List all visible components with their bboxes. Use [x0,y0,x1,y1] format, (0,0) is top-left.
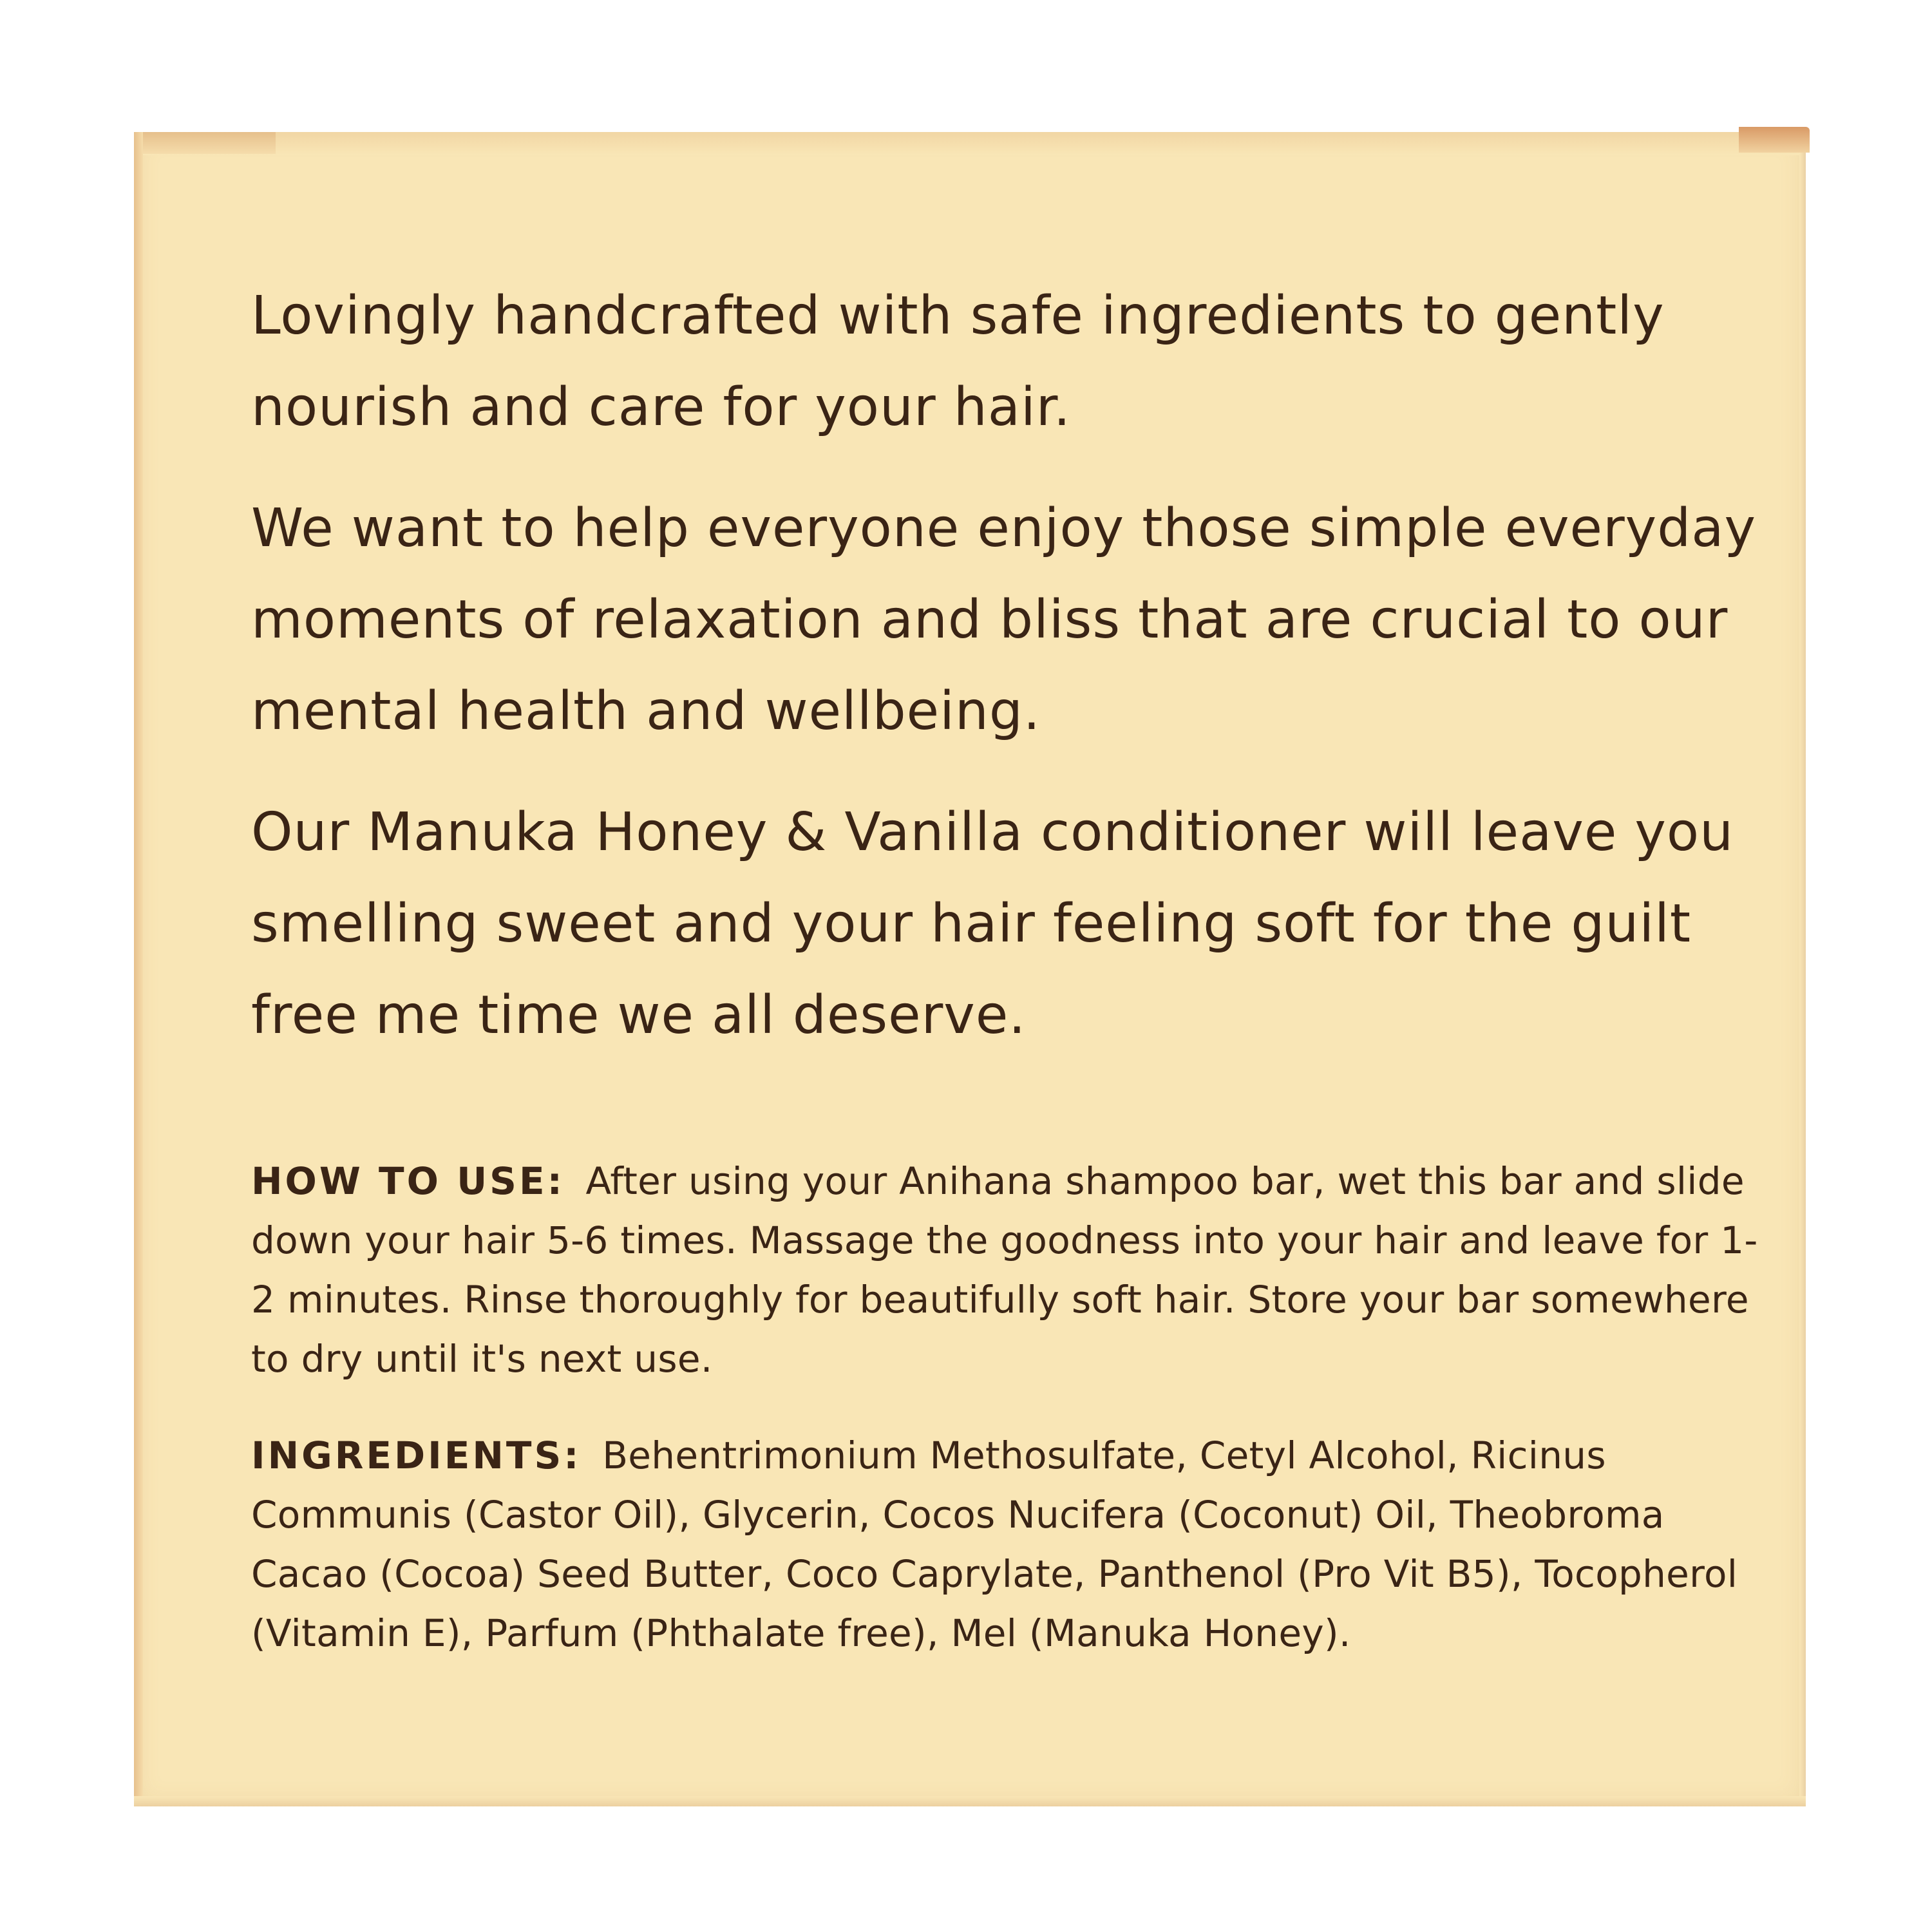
intro-section [251,270,1765,1061]
how-to-use-block [251,1151,1765,1388]
intro-paragraph-3: Our Manuka Honey & Vanilla conditioner will leave you smelling sweet and your hair feeling soft for the guilt free me time we all deserve. [251,802,1734,1046]
intro-paragraph-1: Lovingly handcrafted with safe ingredients to gently nourish and care for your hair. [251,285,1665,438]
box-left-edge [134,132,143,1806]
ingredients-label: INGREDIENTS: [251,1434,582,1477]
ingredients-block [251,1426,1765,1663]
box-bottom-edge [134,1796,1806,1806]
intro-paragraph-2: We want to help everyone enjoy those simple everyday moments of relaxation and bliss that are crucial to our mental health and wellbeing. [251,498,1757,742]
box-top-left-flap [134,132,276,154]
box-top-edge [134,132,1806,155]
how-to-use-text: After using your Anihana shampoo bar, wet this bar and slide down your hair 5-6 times. Massage the goodness into your hair and leave for 1-2 minutes. Rinse thoroughly for beautifully soft hair. Store your bar somewhere to dry until it's next use. [251,1159,1758,1381]
box-top-right-corner [1739,127,1810,153]
how-to-use-label: HOW TO USE: [251,1159,565,1203]
box-right-edge [1799,132,1806,1806]
box-text-content [251,270,1765,1700]
details-section [251,1151,1765,1663]
ingredients-text: Behentrimonium Methosulfate, Cetyl Alcohol, Ricinus Communis (Castor Oil), Glycerin, Cocos Nucifera (Coconut) Oil, Theobroma Cacao (Cocoa) Seed Butter, Coco Caprylate, Panthenol (Pro Vit B5), Tocopherol (Vitamin E), Parfum (Phthalate free), Mel (Manuka Honey). [251,1434,1738,1655]
